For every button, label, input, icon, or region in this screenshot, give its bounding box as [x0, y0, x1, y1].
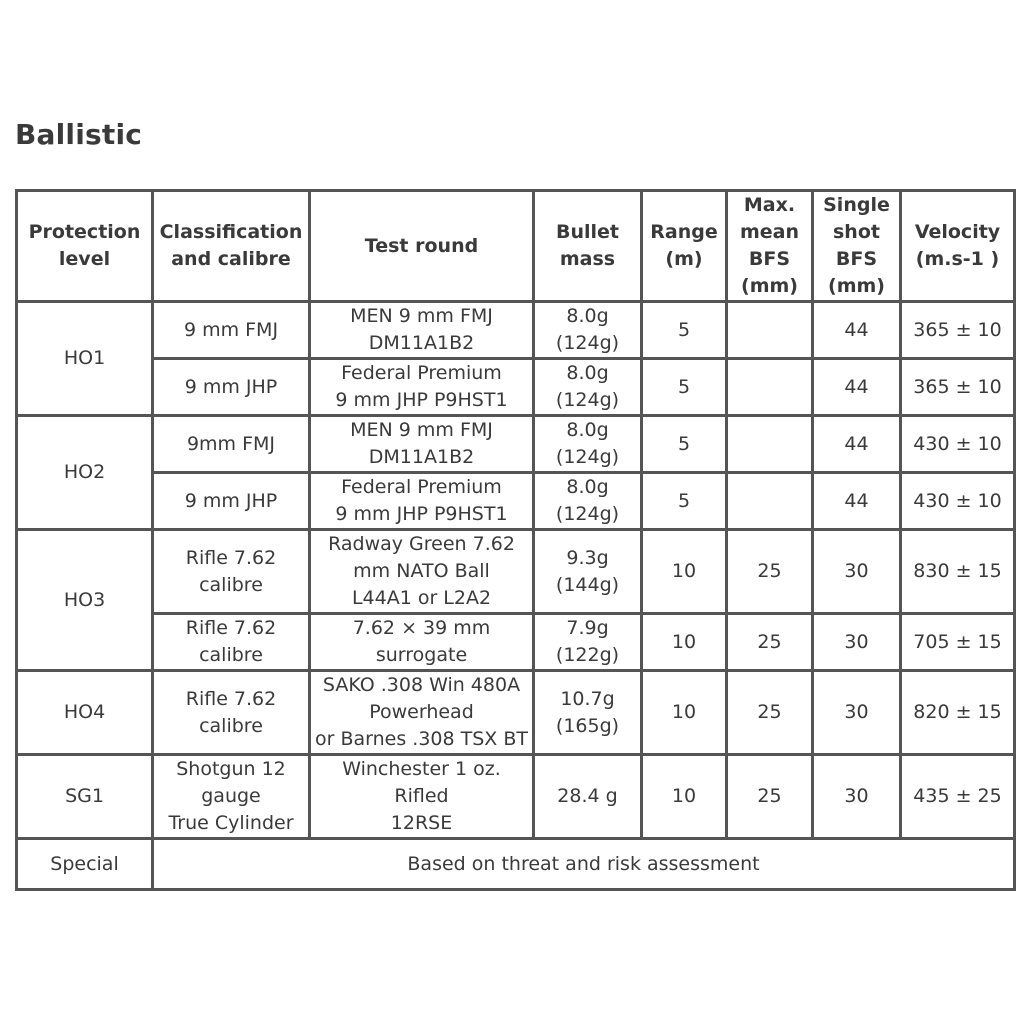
single-shot-bfs-cell: 30 — [814, 672, 902, 756]
range-cell: 5 — [643, 303, 728, 360]
range-cell: 10 — [643, 756, 728, 840]
single-shot-bfs-cell: 44 — [814, 303, 902, 360]
velocity-cell: 435 ± 25 — [902, 756, 1016, 840]
max-mean-bfs-cell: 25 — [728, 756, 814, 840]
test-round-cell: SAKO .308 Win 480A Powerhead or Barnes .308 TSX BT — [311, 672, 535, 756]
table-row — [18, 531, 1016, 615]
header-protection-level: Protection level — [18, 192, 154, 303]
classification-cell: 9 mm JHP — [154, 360, 311, 417]
header-range: Range (m) — [643, 192, 728, 303]
test-round-cell: Federal Premium 9 mm JHP P9HST1 — [311, 360, 535, 417]
bullet-mass-cell: 8.0g (124g) — [535, 474, 643, 531]
range-cell: 10 — [643, 672, 728, 756]
max-mean-bfs-cell: 25 — [728, 531, 814, 615]
bullet-mass-cell: 7.9g (122g) — [535, 615, 643, 672]
max-mean-bfs-cell — [728, 474, 814, 531]
protection-level-cell: HO2 — [18, 417, 154, 531]
range-cell: 5 — [643, 474, 728, 531]
table-row-special — [18, 840, 1016, 891]
range-cell: 5 — [643, 360, 728, 417]
protection-level-cell: Special — [18, 840, 154, 891]
header-classification: Classification and calibre — [154, 192, 311, 303]
header-velocity: Velocity (m.s-1 ) — [902, 192, 1016, 303]
velocity-cell: 830 ± 15 — [902, 531, 1016, 615]
protection-level-cell: SG1 — [18, 756, 154, 840]
range-cell: 5 — [643, 417, 728, 474]
table-row — [18, 474, 1016, 531]
test-round-cell: MEN 9 mm FMJ DM11A1B2 — [311, 303, 535, 360]
max-mean-bfs-cell: 25 — [728, 672, 814, 756]
table-row — [18, 615, 1016, 672]
table-row — [18, 672, 1016, 756]
test-round-cell: Winchester 1 oz. Rifled 12RSE — [311, 756, 535, 840]
classification-cell: 9 mm JHP — [154, 474, 311, 531]
protection-level-cell: HO3 — [18, 531, 154, 672]
protection-level-cell: HO4 — [18, 672, 154, 756]
page-title: Ballistic — [15, 118, 143, 151]
velocity-cell: 365 ± 10 — [902, 360, 1016, 417]
velocity-cell: 430 ± 10 — [902, 417, 1016, 474]
test-round-cell: Radway Green 7.62 mm NATO Ball L44A1 or L2A2 — [311, 531, 535, 615]
protection-level-cell: HO1 — [18, 303, 154, 417]
ballistic-table — [15, 189, 1016, 891]
classification-cell: 9mm FMJ — [154, 417, 311, 474]
single-shot-bfs-cell: 44 — [814, 360, 902, 417]
max-mean-bfs-cell — [728, 360, 814, 417]
header-max-mean-bfs: Max. mean BFS (mm) — [728, 192, 814, 303]
bullet-mass-cell: 8.0g (124g) — [535, 417, 643, 474]
single-shot-bfs-cell: 30 — [814, 531, 902, 615]
special-note-cell: Based on threat and risk assessment — [154, 840, 1016, 891]
bullet-mass-cell: 28.4 g — [535, 756, 643, 840]
bullet-mass-cell: 9.3g (144g) — [535, 531, 643, 615]
single-shot-bfs-cell: 30 — [814, 756, 902, 840]
max-mean-bfs-cell: 25 — [728, 615, 814, 672]
table-row — [18, 417, 1016, 474]
bullet-mass-cell: 8.0g (124g) — [535, 360, 643, 417]
table-row — [18, 756, 1016, 840]
single-shot-bfs-cell: 30 — [814, 615, 902, 672]
test-round-cell: 7.62 × 39 mm surrogate — [311, 615, 535, 672]
single-shot-bfs-cell: 44 — [814, 474, 902, 531]
bullet-mass-cell: 10.7g (165g) — [535, 672, 643, 756]
header-single-shot-bfs: Single shot BFS (mm) — [814, 192, 902, 303]
header-test-round: Test round — [311, 192, 535, 303]
classification-cell: Rifle 7.62 calibre — [154, 531, 311, 615]
classification-cell: Rifle 7.62 calibre — [154, 615, 311, 672]
velocity-cell: 365 ± 10 — [902, 303, 1016, 360]
single-shot-bfs-cell: 44 — [814, 417, 902, 474]
classification-cell: 9 mm FMJ — [154, 303, 311, 360]
classification-cell: Rifle 7.62 calibre — [154, 672, 311, 756]
table-row — [18, 303, 1016, 360]
test-round-cell: Federal Premium 9 mm JHP P9HST1 — [311, 474, 535, 531]
bullet-mass-cell: 8.0g (124g) — [535, 303, 643, 360]
header-bullet-mass: Bullet mass — [535, 192, 643, 303]
max-mean-bfs-cell — [728, 417, 814, 474]
classification-cell: Shotgun 12 gauge True Cylinder — [154, 756, 311, 840]
test-round-cell: MEN 9 mm FMJ DM11A1B2 — [311, 417, 535, 474]
table-row — [18, 360, 1016, 417]
velocity-cell: 430 ± 10 — [902, 474, 1016, 531]
range-cell: 10 — [643, 615, 728, 672]
max-mean-bfs-cell — [728, 303, 814, 360]
velocity-cell: 705 ± 15 — [902, 615, 1016, 672]
velocity-cell: 820 ± 15 — [902, 672, 1016, 756]
header-row — [18, 192, 1016, 303]
range-cell: 10 — [643, 531, 728, 615]
